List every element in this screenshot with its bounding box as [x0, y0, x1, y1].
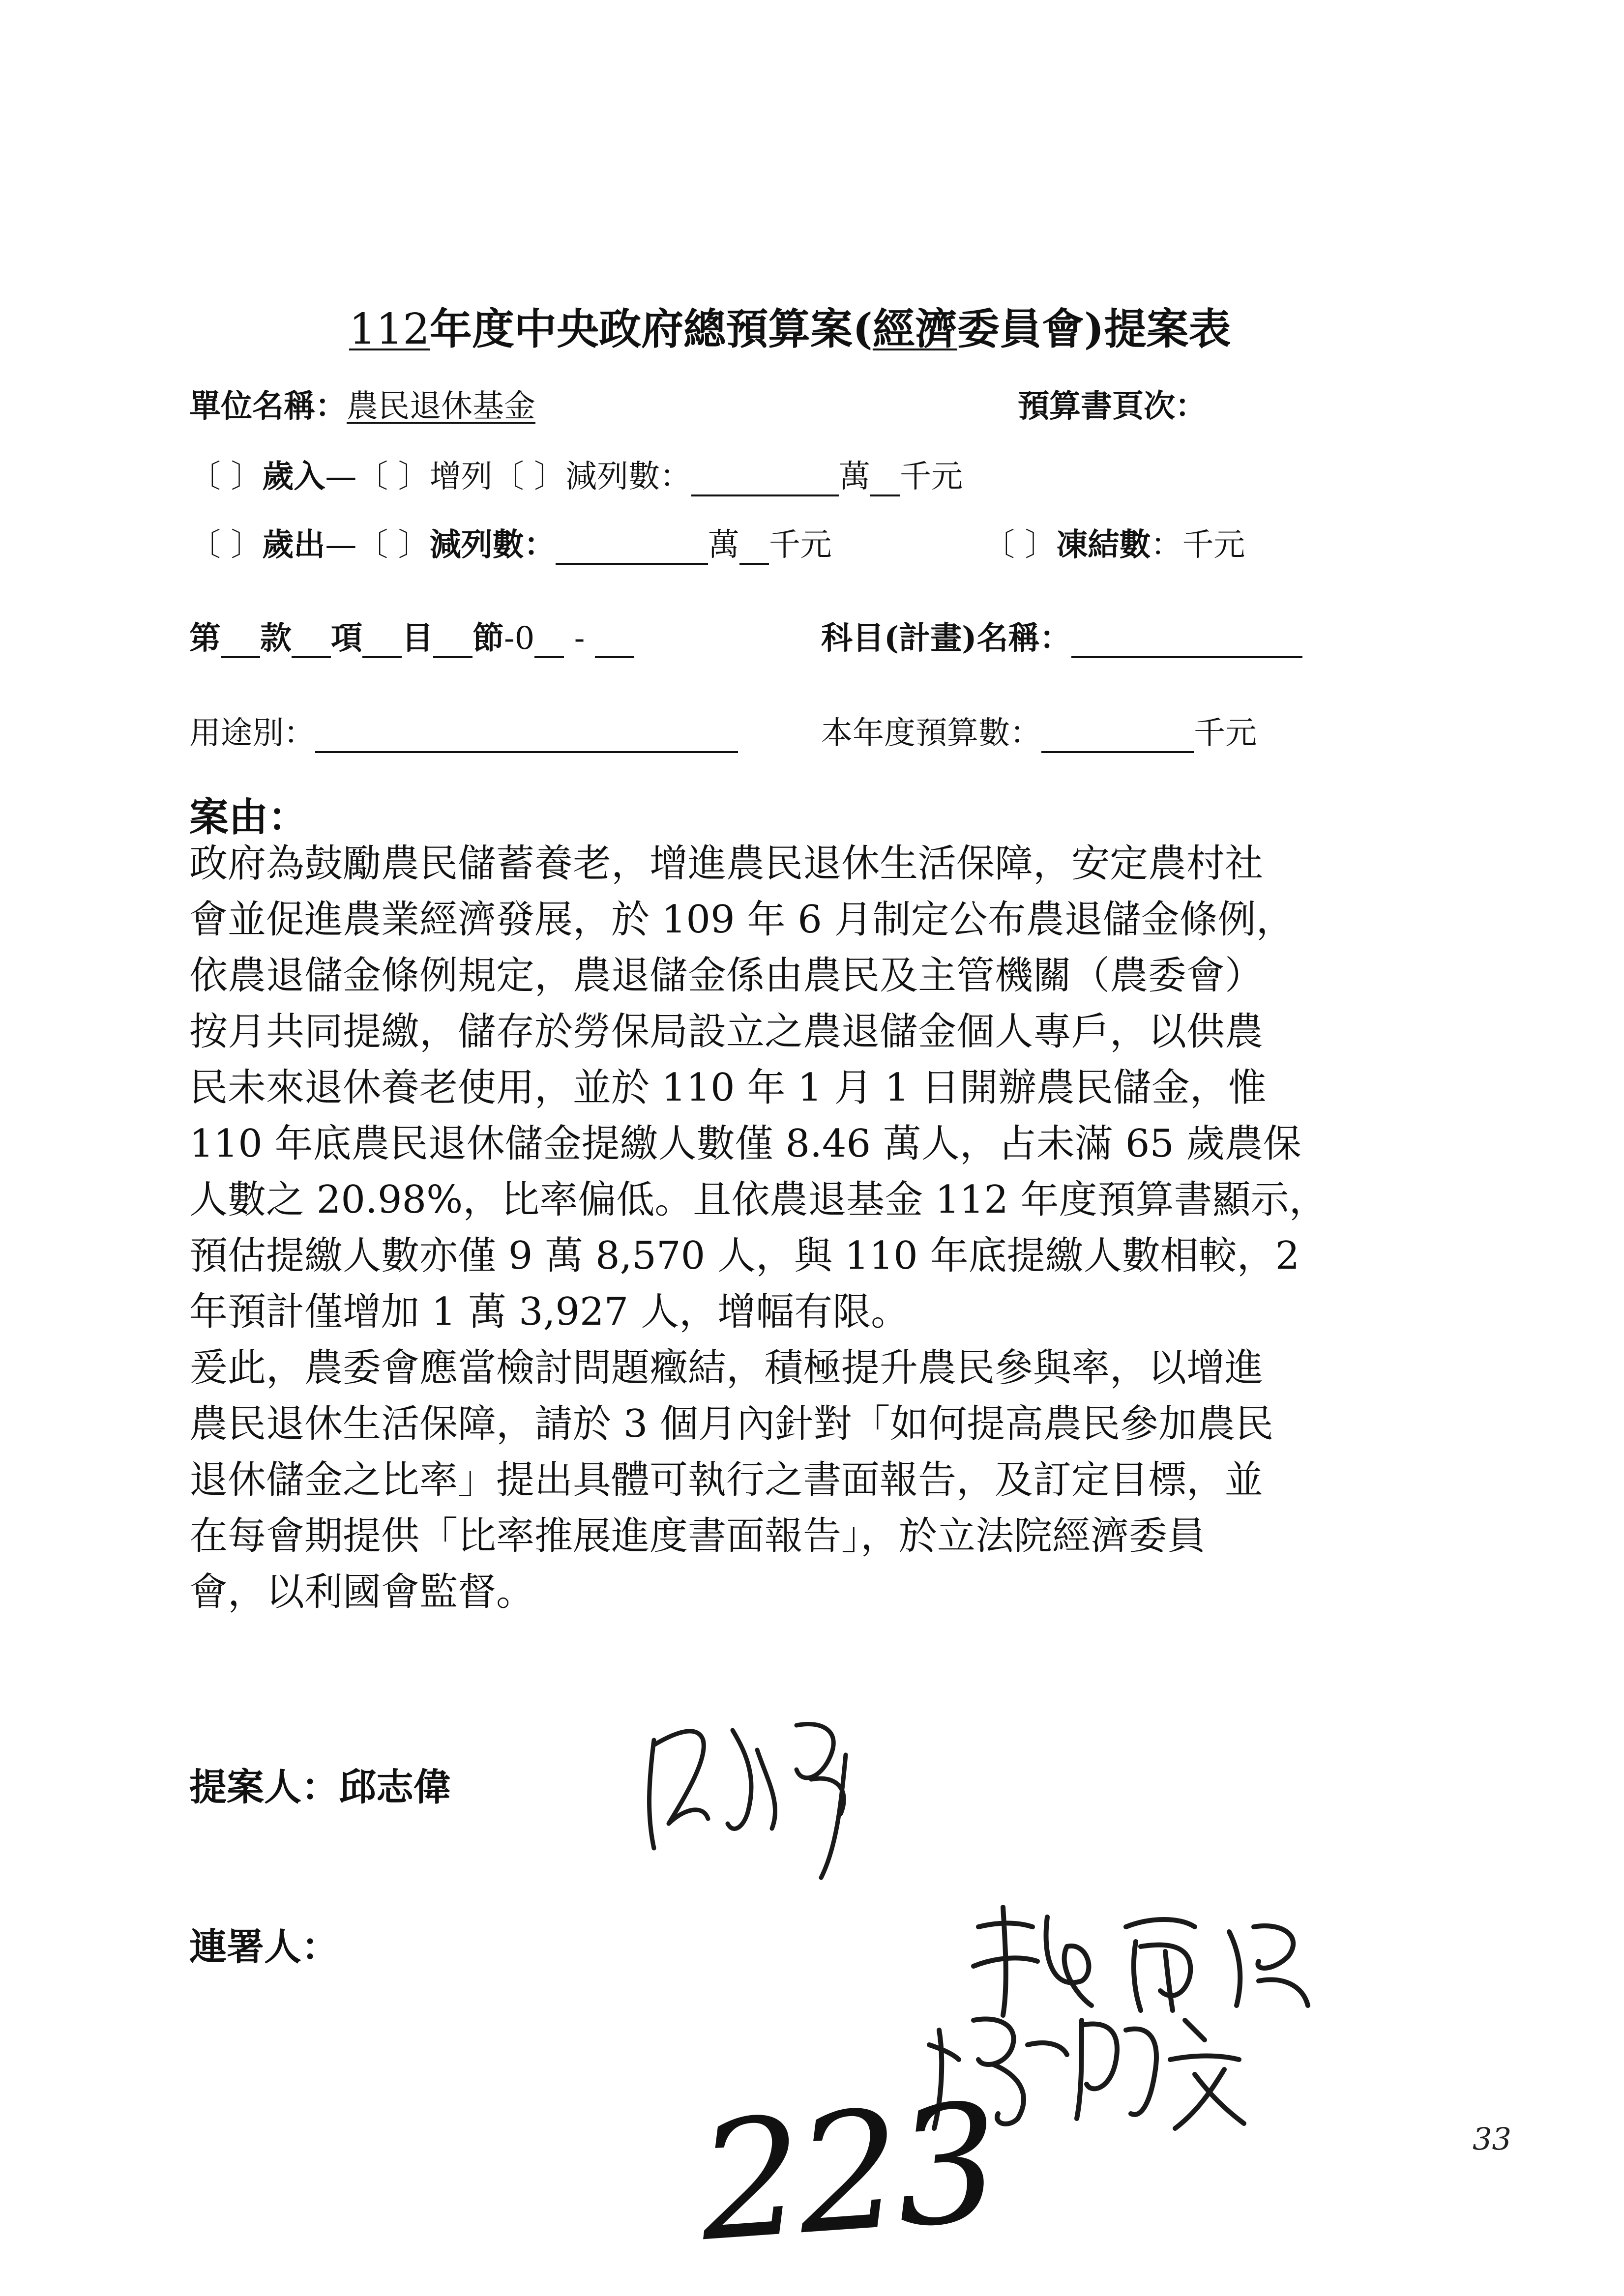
title-part-1: 年度中央政府總預算案(	[430, 304, 873, 354]
budget-page-label: 預算書頁次：	[1018, 388, 1207, 425]
section-jie: 節	[472, 620, 504, 657]
unit-row	[189, 381, 535, 426]
freeze-checkbox: 〔 〕	[983, 527, 1057, 563]
freeze-label: 凍結數	[1056, 526, 1151, 563]
unit-value: 農民退休基金	[347, 388, 535, 425]
expense-dash: —	[325, 527, 357, 563]
usage-blank	[315, 722, 738, 753]
revenue-amount-blank	[691, 465, 839, 496]
reason-line: 在每會期提供「比率推展進度書面報告」，於立法院經濟委員	[189, 1514, 1206, 1558]
budget-row	[821, 708, 1257, 753]
subject-label: 科目(計畫)名稱：	[821, 620, 1071, 657]
page-number: 33	[1473, 2121, 1511, 2157]
revenue-inc-label: 增列	[429, 459, 493, 495]
usage-label: 用途別：	[189, 715, 315, 752]
revenue-checkbox: 〔 〕	[189, 459, 263, 495]
expense-wan-blank	[739, 533, 769, 565]
proposer-signature	[634, 1701, 910, 1883]
expense-row	[189, 520, 832, 565]
section-di: 第	[189, 620, 221, 657]
revenue-label: 歲入	[262, 458, 325, 495]
revenue-wan-label: 萬	[839, 459, 871, 495]
subject-row	[821, 613, 1302, 658]
freeze-colon: ：	[1151, 527, 1182, 563]
title-part-2: 委員會)提案表	[957, 304, 1231, 354]
jie-blank	[433, 627, 472, 658]
proposer-name: 邱志偉	[339, 1765, 451, 1809]
reason-body	[189, 836, 1328, 1620]
subject-blank	[1071, 627, 1302, 658]
revenue-dash: —	[325, 459, 357, 495]
xiang-blank	[292, 627, 331, 658]
usage-row	[189, 708, 738, 753]
expense-dec-label: 減列數：	[429, 526, 556, 563]
reason-line: 預估提繳人數亦僅 9 萬 8,570 人，與 110 年底提繳人數相較，2	[189, 1234, 1300, 1278]
reason-line: 年預計僅增加 1 萬 3,927 人，增幅有限。	[189, 1290, 910, 1334]
reason-line: 人數之 20.98%，比率偏低。且依農退基金 112 年度預算書顯示，	[189, 1178, 1328, 1222]
freeze-unit: 千元	[1182, 527, 1245, 563]
jie-sub-blank	[534, 627, 564, 658]
expense-amount-blank	[556, 533, 708, 565]
proposer-row	[189, 1757, 451, 1811]
section-dash: -	[574, 620, 585, 657]
section-xiang: 項	[331, 620, 362, 657]
reason-line: 會，以利國會監督。	[189, 1570, 535, 1614]
budget-blank	[1041, 722, 1194, 753]
revenue-thousand-label: 千元	[900, 459, 963, 495]
revenue-inc-checkbox: 〔 〕	[356, 459, 430, 495]
reason-line: 退休儲金之比率」提出具體可執行之書面報告，及訂定目標，並	[189, 1458, 1264, 1502]
section-kuan: 款	[260, 620, 292, 657]
expense-thousand-label: 千元	[768, 527, 832, 563]
section-mu: 目	[402, 620, 433, 657]
budget-unit: 千元	[1194, 715, 1257, 752]
reason-line: 按月共同提繳，儲存於勞保局設立之農退儲金個人專戶，以供農	[189, 1010, 1264, 1054]
freeze-row	[983, 520, 1245, 565]
section-row	[189, 613, 634, 658]
reason-line: 依農退儲金條例規定，農退儲金係由農民及主管機關（農委會）	[189, 954, 1264, 998]
unit-label: 單位名稱：	[189, 388, 347, 425]
reason-heading: 案由：	[189, 794, 307, 840]
reason-line: 政府為鼓勵農民儲蓄養老，增進農民退休生活保障，安定農村社	[189, 842, 1264, 886]
revenue-dec-checkbox: 〔 〕	[492, 459, 566, 495]
reason-line: 爰此，農委會應當檢討問題癥結，積極提升農民參與率，以增進	[189, 1346, 1264, 1390]
revenue-wan-blank	[870, 465, 900, 496]
form-title	[349, 295, 1231, 356]
expense-label: 歲出	[262, 526, 325, 563]
revenue-row	[189, 451, 963, 496]
reason-line: 110 年底農民退休儲金提繳人數僅 8.46 萬人，占未滿 65 歲農保	[189, 1122, 1301, 1166]
title-committee: 經濟	[872, 304, 957, 354]
budget-label: 本年度預算數：	[821, 715, 1041, 752]
mu-blank	[362, 627, 402, 658]
revenue-dec-label: 減列數：	[565, 459, 692, 495]
title-year: 112	[349, 305, 430, 354]
proposer-label: 提案人：	[189, 1765, 339, 1809]
reason-line: 會並促進農業經濟發展，於 109 年 6 月制定公布農退儲金條例，	[189, 898, 1295, 942]
reason-line: 民未來退休養老使用，並於 110 年 1 月 1 日開辦農民儲金，惟	[189, 1066, 1267, 1110]
reason-line: 農民退休生活保障，請於 3 個月內針對「如何提高農民參加農民	[189, 1402, 1274, 1446]
cosigner-label: 連署人：	[189, 1925, 339, 1969]
kuan-blank	[221, 627, 260, 658]
jie-end-blank	[595, 627, 634, 658]
section-sep: -0	[504, 620, 535, 657]
expense-checkbox: 〔 〕	[189, 527, 263, 563]
handwritten-number: 223	[693, 2068, 1001, 2278]
expense-wan-label: 萬	[708, 527, 739, 563]
expense-dec-checkbox: 〔 〕	[356, 527, 430, 563]
